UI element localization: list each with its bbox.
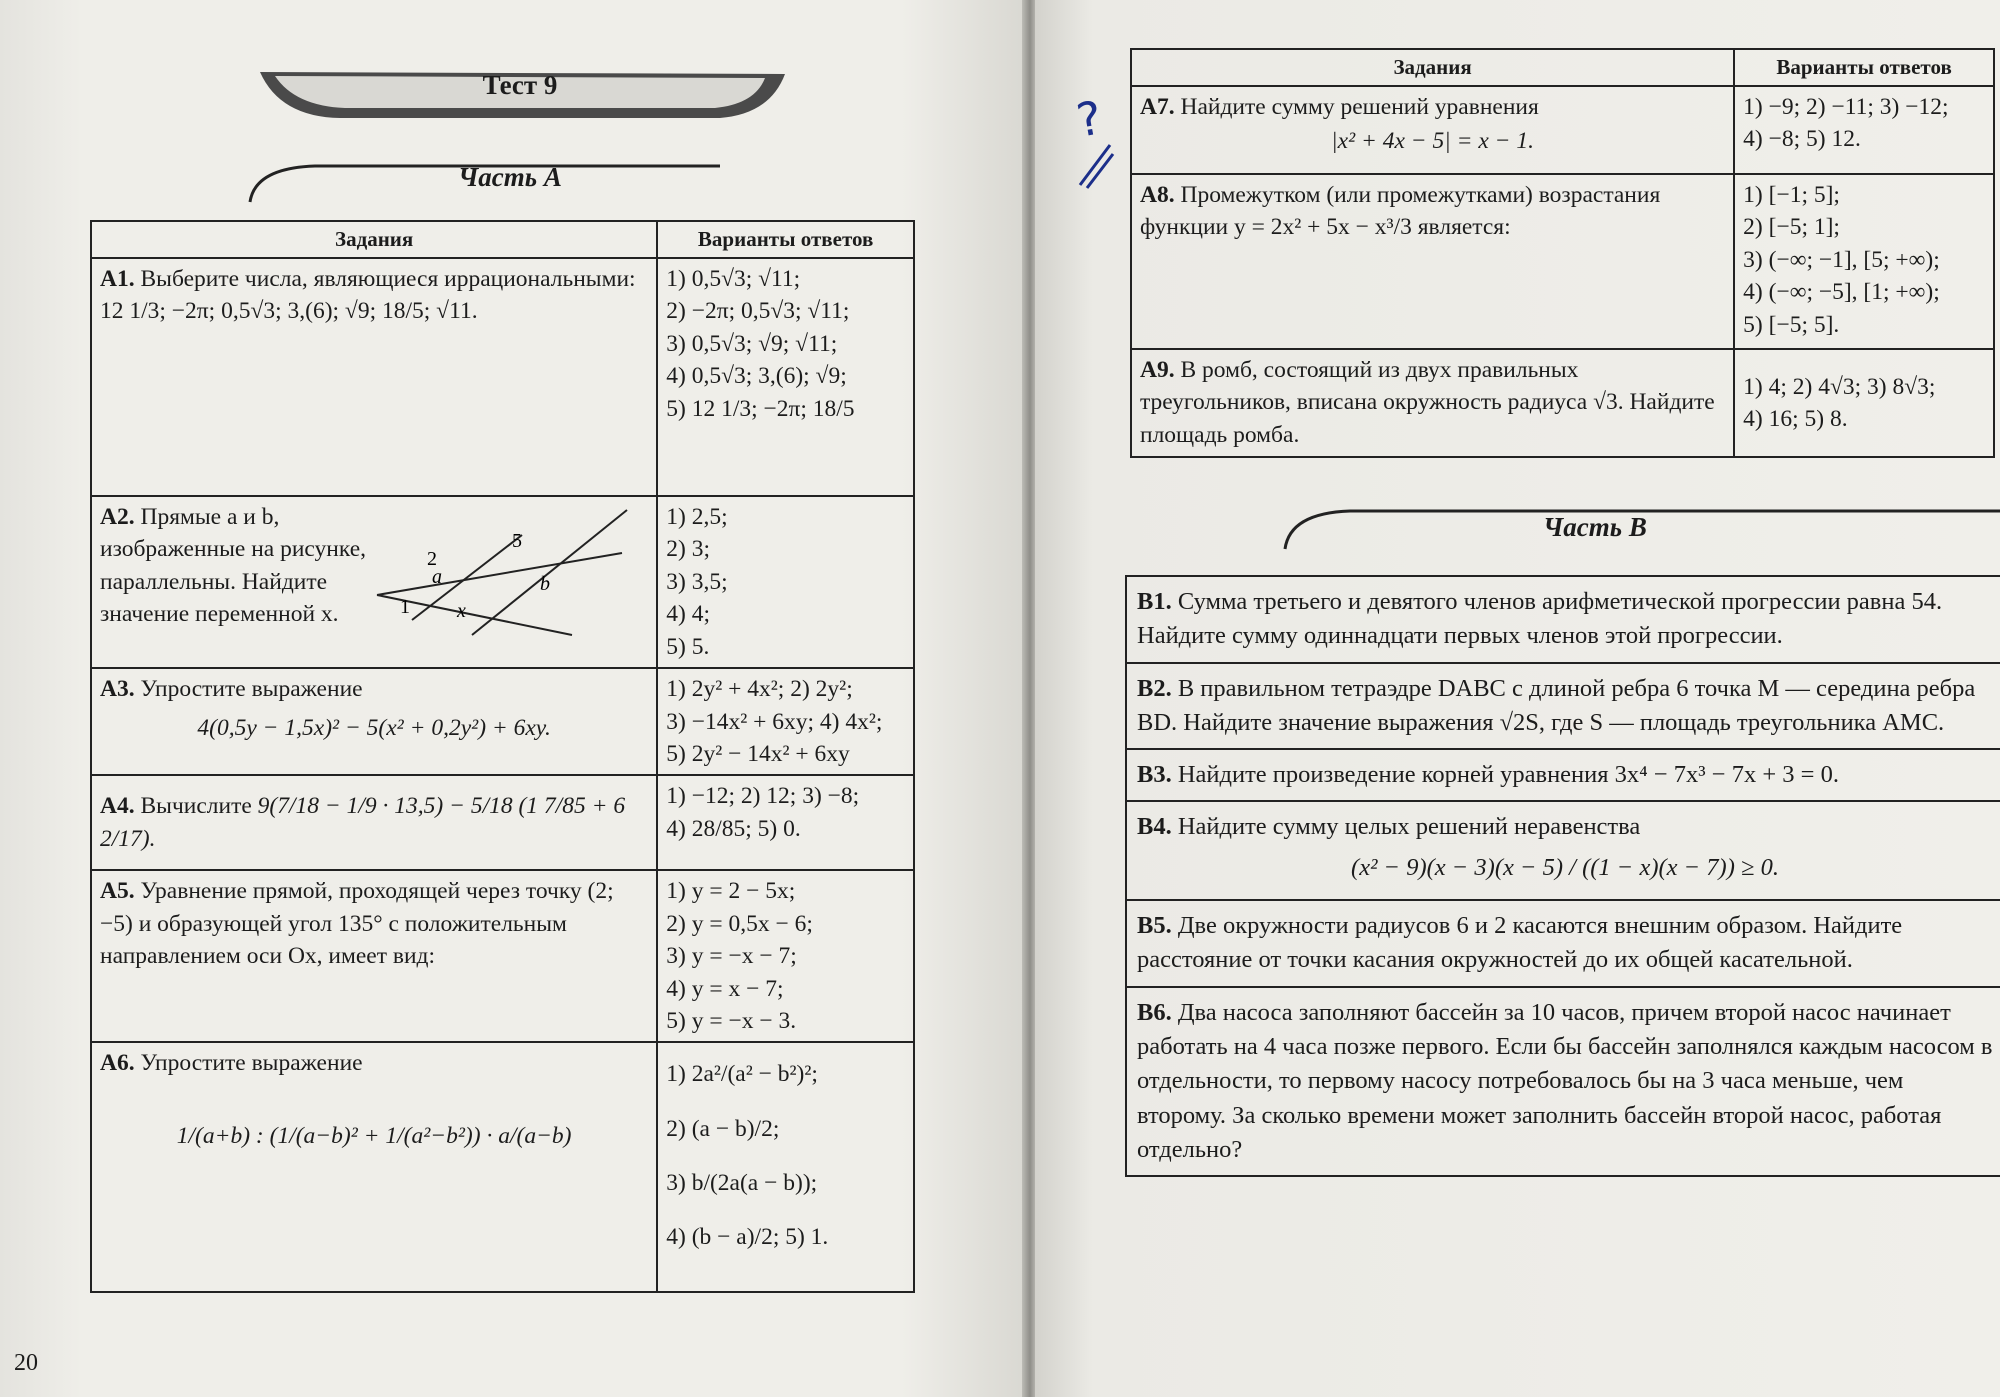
task-row (91, 1042, 914, 1292)
task-label: В1. (1137, 588, 1172, 615)
answer-option: 5) 5. (666, 633, 710, 660)
answer-option: 4) 16; 5) 8. (1743, 405, 1848, 432)
task-row (1131, 86, 1994, 174)
answer-option: 4) 0,5√3; 3,(6); √9; (666, 363, 847, 390)
handwritten-question-mark: ? (1072, 90, 1106, 148)
test-title: Тест 9 (482, 70, 558, 100)
task-label: А2. (100, 503, 135, 530)
task-a6 (91, 1042, 657, 1292)
part-a-title: Часть А (458, 162, 562, 192)
task-b2 (1126, 663, 2000, 750)
answers-a7 (1734, 86, 1994, 174)
answer-option: 5) [−5; 5]. (1743, 311, 1840, 338)
task-row (91, 668, 914, 775)
tasks-a7-a9-table (1130, 48, 1995, 458)
task-label: В2. (1137, 674, 1172, 702)
answer-option: 3) 3,5; (666, 568, 728, 595)
answer-option: 4) 4; (666, 601, 710, 628)
answer-option: 3) y = −x − 7; (666, 943, 797, 970)
header-answers: Варианты ответов (1734, 49, 1994, 86)
task-a8 (1131, 174, 1734, 349)
answer-option: 3) 0,5√3; √9; √11; (666, 330, 838, 357)
task-label: А3. (100, 676, 135, 703)
answers-a2 (657, 496, 914, 668)
task-a5 (91, 870, 657, 1042)
answer-option: 1) 4; 2) 4√3; 3) 8√3; (1743, 373, 1936, 400)
task-label: В5. (1137, 912, 1172, 940)
task-text: Найдите произведение корней уравнения 3x⁴ − 7x³ − 7x + 3 = 0. (1177, 761, 1839, 789)
answer-option: 1) 0,5√3; √11; (666, 265, 801, 292)
answer-option: 1) y = 2 − 5x; (666, 878, 796, 905)
task-text: В правильном тетраэдре DABC с длиной ребра 6 точка M — середина ребра BD. Найдите значение выражения √2S, где S — площадь треугольника AMC. (1137, 674, 1976, 736)
task-b4 (1126, 801, 2000, 900)
task-a9 (1131, 349, 1734, 457)
answers-a1 (657, 258, 914, 496)
header-answers: Варианты ответов (657, 221, 914, 258)
part-b-table (1125, 575, 2000, 1177)
task-label: А9. (1140, 356, 1175, 383)
answer-option: 1) 2a²/(a² − b²)²; (666, 1061, 818, 1088)
task-text: Упростите выражение (140, 676, 363, 703)
task-row (1126, 663, 2000, 750)
task-row (1126, 987, 2000, 1176)
task-text: Две окружности радиусов 6 и 2 касаются внешним образом. Найдите расстояние от точки касания окружностей до их общей касательной. (1137, 912, 1903, 974)
answer-option: 3) (−∞; −1], [5; +∞); (1743, 246, 1940, 273)
task-row (1131, 174, 1994, 349)
task-b5 (1126, 900, 2000, 987)
task-row (1126, 576, 2000, 663)
right-page (1035, 0, 2000, 1397)
task-b6 (1126, 987, 2000, 1176)
answer-option: 5) 12 1/3; −2π; 18/5 (666, 395, 855, 422)
task-text: Упростите выражение (140, 1050, 363, 1077)
task-text: Два насоса заполняют бассейн за 10 часов, причем второй насос начинает работать на 4 часа позже первого. Если бы бассейн заполнялся каждым насосом в отдельности, то первому насосу потребовалось бы на 3 часа меньше, чем второму. За сколько времени может заполнить бассейн второй насос, работая отдельно? (1137, 998, 1993, 1163)
segment-x-label: x (457, 599, 466, 622)
answers-a8 (1734, 174, 1994, 349)
task-a2 (91, 496, 657, 668)
answer-option: 1) 2,5; (666, 503, 728, 530)
answer-option: 2) y = 0,5x − 6; (666, 910, 813, 937)
task-label: А1. (100, 265, 135, 292)
page-number: 20 (14, 1350, 38, 1376)
part-b-title: Часть В (1543, 512, 1647, 542)
answer-option: 4) y = x − 7; (666, 975, 784, 1002)
task-formula: (x² − 9)(x − 3)(x − 5) / ((1 − x)(x − 7)) ≥ 0. (1351, 853, 1779, 881)
answer-option: 5) y = −x − 3. (666, 1008, 797, 1035)
answer-option: 2) [−5; 1]; (1743, 214, 1840, 241)
header-tasks: Задания (91, 221, 657, 258)
answer-option: 3) −14x² + 6xy; 4) 4x²; (666, 708, 883, 735)
task-text: Прямые a и b, изображенные на рисунке, параллельны. Найдите значение переменной x. (100, 503, 367, 628)
task-text: Найдите сумму целых решений неравенства (1177, 813, 1641, 841)
handwritten-stroke-icon (1075, 140, 1115, 190)
answer-option: 4) (−∞; −5], [1; +∞); (1743, 279, 1940, 306)
segment-1-label: 1 (400, 595, 410, 618)
answers-a5 (657, 870, 914, 1042)
task-a3 (91, 668, 657, 775)
task-a4 (91, 775, 657, 870)
parallel-lines-figure (372, 505, 652, 645)
answer-option: 1) −12; 2) 12; 3) −8; (666, 783, 860, 810)
task-label: В6. (1137, 998, 1172, 1026)
answer-option: 1) [−1; 5]; (1743, 181, 1840, 208)
task-label: А8. (1140, 181, 1175, 208)
task-b3 (1126, 749, 2000, 801)
answer-option: 1) −9; 2) −11; 3) −12; (1743, 93, 1949, 120)
task-b1 (1126, 576, 2000, 663)
line-a-label: a (432, 565, 442, 588)
task-label: А5. (100, 878, 135, 905)
task-text: Сумма третьего и девятого членов арифметической прогрессии равна 54. Найдите сумму одиннадцати первых членов этой прогрессии. (1137, 588, 1943, 650)
task-label: А7. (1140, 93, 1175, 120)
task-formula: 4(0,5y − 1,5x)² − 5(x² + 0,2y²) + 6xy. (197, 714, 551, 741)
answer-option: 2) (a − b)/2; (666, 1115, 780, 1142)
answer-option: 3) b/(2a(a − b)); (666, 1169, 818, 1196)
answer-option: 2) −2π; 0,5√3; √11; (666, 298, 850, 325)
task-formula: 1/(a+b) : (1/(a−b)² + 1/(a²−b²)) · a/(a−b) (176, 1122, 572, 1149)
task-row (1126, 801, 2000, 900)
task-label: А6. (100, 1050, 135, 1077)
task-row (91, 775, 914, 870)
task-text: В ромб, состоящий из двух правильных треугольников, вписана окружность радиуса √3. Найдите площадь ромба. (1140, 356, 1715, 448)
answers-a9 (1734, 349, 1994, 457)
task-text: Уравнение прямой, проходящей через точку (2; −5) и образующей угол 135° с положительным направлением оси Ox, имеет вид: (100, 878, 614, 970)
answers-a6 (657, 1042, 914, 1292)
task-label: А4. (100, 793, 135, 820)
answer-option: 1) 2y² + 4x²; 2) 2y²; (666, 676, 853, 703)
task-text: Вычислите (140, 793, 252, 820)
answers-a4 (657, 775, 914, 870)
task-row (1131, 349, 1994, 457)
task-text: Выберите числа, являющиеся иррациональными: 12 1/3; −2π; 0,5√3; 3,(6); √9; 18/5; √11. (100, 265, 636, 325)
task-row (1126, 749, 2000, 801)
task-label: В3. (1137, 761, 1172, 789)
segment-2-label: 2 (427, 547, 437, 570)
task-a7 (1131, 86, 1734, 174)
task-text: Промежутком (или промежутками) возрастания функции y = 2x² + 5x − x³/3 является: (1140, 181, 1661, 241)
task-a1 (91, 258, 657, 496)
task-label: В4. (1137, 813, 1172, 841)
task-formula: |x² + 4x − 5| = x − 1. (1331, 128, 1534, 155)
answer-option: 2) 3; (666, 536, 710, 563)
answer-option: 5) 2y² − 14x² + 6xy (666, 740, 850, 767)
task-text: Найдите сумму решений уравнения (1180, 93, 1539, 120)
answers-a3 (657, 668, 914, 775)
line-b-label: b (540, 572, 550, 595)
segment-5-label: 5 (512, 529, 522, 552)
answer-option: 4) −8; 5) 12. (1743, 126, 1861, 153)
part-a-table (90, 220, 915, 1293)
answer-option: 4) (b − a)/2; 5) 1. (666, 1223, 829, 1250)
header-tasks: Задания (1131, 49, 1734, 86)
task-row (1126, 900, 2000, 987)
task-row (91, 258, 914, 496)
task-formula: 9(7/18 − 1/9 · 13,5) − 5/18 (1 7/85 + 6 2/17). (100, 793, 626, 852)
task-row (91, 496, 914, 668)
answer-option: 4) 28/85; 5) 0. (666, 815, 801, 842)
task-row (91, 870, 914, 1042)
